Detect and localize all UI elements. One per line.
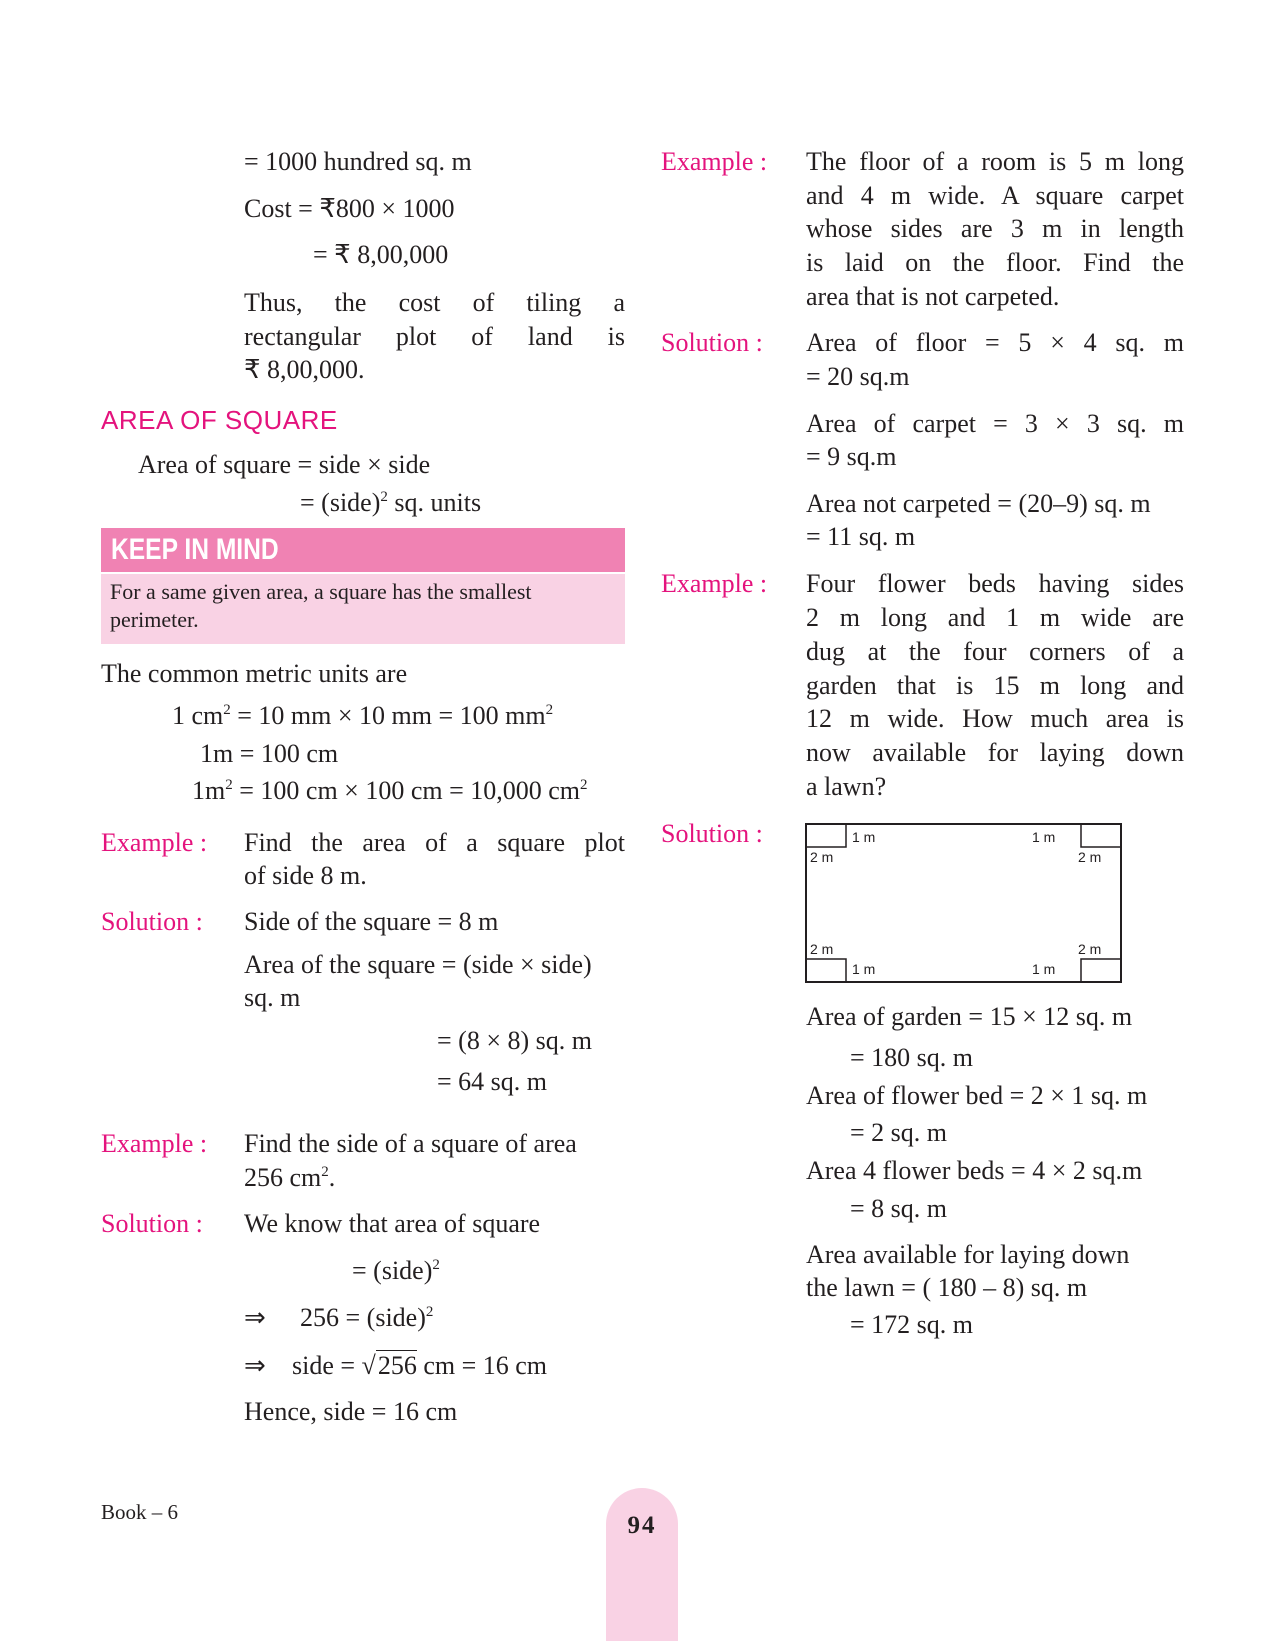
book-label: Book – 6 [101, 1500, 179, 1524]
label-top-left-side: 2 m [810, 849, 834, 865]
example-text: is laid on the floor. Find the [806, 248, 1184, 277]
calc-line-1: = 1000 hundred sq. m [244, 147, 472, 176]
solution-text: Side of the square = 8 m [244, 907, 499, 936]
solution-text: Area not carpeted = (20–9) sq. m [806, 489, 1151, 518]
flower-bed-bottom-left [806, 959, 846, 982]
implies-arrow: ⇒ [244, 1351, 266, 1380]
solution-label: Solution : [661, 819, 763, 848]
label-top-left-length: 1 m [852, 829, 876, 845]
example-text: Find the side of a square of area [244, 1129, 577, 1158]
page-number: 94 [627, 1512, 657, 1539]
flower-bed-top-left [806, 824, 846, 847]
example-text: a lawn? [806, 772, 887, 801]
solution-text: = 9 sq.m [806, 442, 897, 471]
solution-text: = 11 sq. m [806, 522, 916, 551]
solution-text: Area of garden = 15 × 12 sq. m [806, 1002, 1133, 1031]
units-intro: The common metric units are [101, 659, 408, 688]
formula-line-2: = (side)$^2$ sq. units [300, 488, 482, 517]
label-bottom-right-side: 2 m [1078, 941, 1102, 957]
label-top-right-side: 2 m [1078, 849, 1102, 865]
implies-arrow: ⇒ [244, 1303, 266, 1332]
conclusion-line-1: Thus, the cost of tiling a [244, 288, 625, 317]
flower-bed-bottom-right [1081, 959, 1121, 982]
calc-line-3: = ₹ 8,00,000 [313, 240, 449, 269]
example-text: now available for laying down [806, 738, 1184, 767]
solution-text: = (8 × 8) sq. m [437, 1026, 592, 1055]
example-text: and 4 m wide. A square carpet [806, 181, 1184, 210]
calc-line-2: Cost = ₹800 × 1000 [244, 194, 455, 223]
keep-in-mind-title: KEEP IN MIND [111, 533, 279, 566]
solution-text: Area of floor = 5 × 4 sq. m [806, 328, 1184, 357]
example-text: 12 m wide. How much area is [806, 704, 1184, 733]
label-bottom-left-side: 2 m [810, 941, 834, 957]
solution-text: Area of carpet = 3 × 3 sq. m [806, 409, 1184, 438]
example-text: dug at the four corners of a [806, 637, 1184, 666]
keep-in-mind-text: For a same given area, a square has the smallest perimeter. [110, 579, 532, 632]
solution-text: Area 4 flower beds = 4 × 2 sq.m [806, 1156, 1143, 1185]
solution-text: = 2 sq. m [850, 1118, 948, 1147]
solution-text: We know that area of square [244, 1209, 541, 1238]
formula-line-1: Area of square = side × side [138, 450, 431, 479]
solution-text: = 172 sq. m [850, 1310, 974, 1339]
solution-label: Solution : [101, 1209, 203, 1238]
label-bottom-left-length: 1 m [852, 961, 876, 977]
page-number-tab [606, 1488, 678, 1641]
unit-line-2: 1m = 100 cm [200, 739, 339, 768]
example-text: of side 8 m. [244, 861, 367, 890]
example-text: 2 m long and 1 m wide are [806, 603, 1184, 632]
example-text: area that is not carpeted. [806, 282, 1060, 311]
section-heading: AREA OF SQUARE [101, 405, 338, 435]
solution-text: 256 = (side)$^2$ [300, 1303, 434, 1332]
label-top-right-length: 1 m [1032, 829, 1056, 845]
conclusion-line-2: rectangular plot of land is [244, 322, 625, 351]
example-label: Example : [101, 828, 208, 857]
example-label: Example : [101, 1129, 208, 1158]
example-text: Find the area of a square plot [244, 828, 625, 857]
conclusion-line-3: ₹ 8,00,000. [244, 355, 365, 384]
solution-text: = 20 sq.m [806, 362, 910, 391]
solution-label: Solution : [101, 907, 203, 936]
example-text: The floor of a room is 5 m long [806, 147, 1184, 176]
solution-text: = 180 sq. m [850, 1043, 974, 1072]
solution-label: Solution : [661, 328, 763, 357]
example-label: Example : [661, 569, 768, 598]
label-bottom-right-length: 1 m [1032, 961, 1056, 977]
solution-text: Area available for laying down [806, 1240, 1130, 1269]
solution-text: sq. m [244, 983, 301, 1012]
solution-text: Area of the square = (side × side) [244, 950, 592, 979]
unit-line-3: $1m^2 = 100$ cm × 100 cm = 10,000 $cm^2$ [192, 776, 588, 805]
solution-text: Hence, side = 16 cm [244, 1397, 458, 1426]
solution-text: the lawn = ( 180 – 8) sq. m [806, 1273, 1088, 1302]
garden-rect [806, 824, 1121, 982]
solution-text: Area of flower bed = 2 × 1 sq. m [806, 1081, 1148, 1110]
example-text: whose sides are 3 m in length [806, 214, 1184, 243]
example-text: garden that is 15 m long and [806, 671, 1184, 700]
flower-bed-top-right [1081, 824, 1121, 847]
solution-text: side = √256 cm = 16 cm [292, 1351, 548, 1380]
solution-text: = (side)$^2$ [352, 1256, 440, 1285]
solution-text: = 8 sq. m [850, 1194, 948, 1223]
example-text: 256 $cm^2$. [244, 1163, 336, 1192]
solution-text: = 64 sq. m [437, 1067, 548, 1096]
example-label: Example : [661, 147, 768, 176]
example-text: Four flower beds having sides [806, 569, 1184, 598]
garden-diagram [804, 822, 1124, 986]
unit-line-1: 1 $cm^2 = 10$ mm × 10 mm = 100 $mm^2$ [172, 701, 554, 730]
